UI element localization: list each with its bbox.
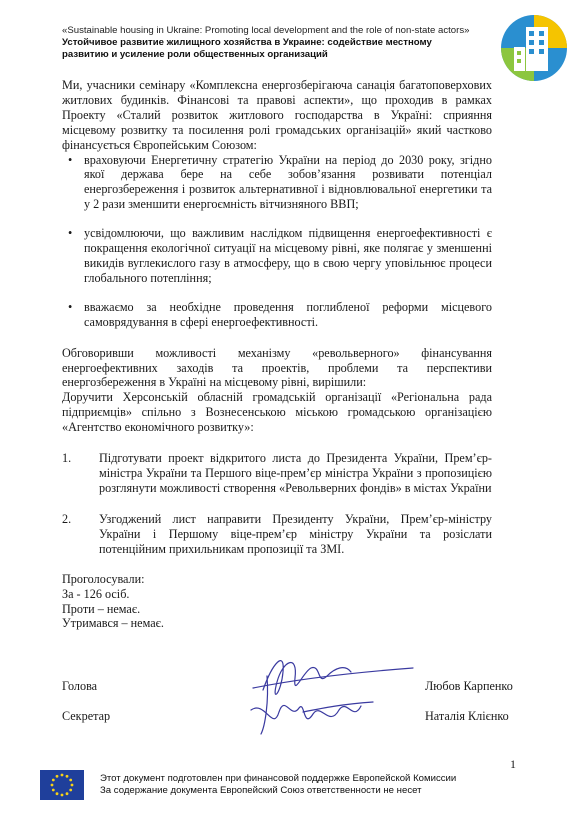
item-text: Узгоджений лист направити Президенту України, Прем’єр-міністру України і Першому віце-прем’єр міністру України та розіслати потенційним прихильникам пропозиції та ЗМІ. — [99, 511, 492, 556]
bullet-item — [62, 300, 492, 330]
eu-flag-icon — [40, 770, 84, 800]
bullet-icon: • — [68, 299, 73, 314]
item-number: 2. — [62, 511, 72, 526]
bullet-text: враховуючи Енергетичну стратегію України на період до 2030 року, згідно якої держава бере на себе зобов’язання розвивати потенціал енергозбереження і розвиток альтернативної і відновлювальної енергетики та у 2 рази зменшити енергоємність вітчизняного ВВП; — [84, 152, 492, 212]
chair-label: Голова — [62, 679, 98, 693]
header-russian-line-2: развитию и усиление роли общественных организаций — [62, 49, 328, 60]
header-russian-line-1: Устойчивое развитие жилищного хозяйства в Украине: содействие местному — [62, 37, 432, 48]
chair-name: Любов Карпенко — [425, 679, 513, 693]
header-english: «Sustainable housing in Ukraine: Promoting local development and the role of non-state actors» — [62, 25, 470, 36]
footer-text — [100, 773, 456, 798]
eu-footer — [40, 760, 560, 810]
bullet-item — [62, 226, 492, 286]
secretary-label: Секретар — [62, 709, 111, 723]
item-text: Підготувати проект відкритого листа до Президента України, Прем’єр-міністра України та Першого віце-прем’єр міністра України з пропозицією розглянути можливості створення «Револьверних фондів» в містах України — [99, 451, 492, 495]
item-number: 1. — [62, 451, 72, 466]
bullet-icon: • — [68, 226, 73, 241]
numbered-item — [62, 451, 492, 496]
bullet-item — [62, 153, 492, 213]
bullet-icon: • — [68, 152, 73, 167]
votes-for: За - 126 осіб. — [62, 587, 130, 602]
project-logo-icon — [499, 13, 569, 83]
votes-block — [62, 572, 492, 630]
footer-line-2: За содержание документа Европейский Союз ответственности не несет — [100, 785, 422, 797]
document-header — [62, 25, 502, 61]
document-body — [62, 78, 492, 631]
bullet-text: усвідомлюючи, що важливим наслідком підвищення енергоефективності є покращення екологічної ситуації на місцевому рівні, яке полягає у зменшенні викидів вуглекислого газу в атмосферу, що в свою чергу уповільнює процеси глобального потепління; — [84, 226, 492, 285]
votes-abstain: Утримався – немає. — [62, 616, 164, 631]
handwritten-signature — [243, 642, 418, 737]
secretary-name: Наталія Клієнко — [425, 709, 509, 723]
discussion-paragraph: Обговоривши можливості механізму «револьверного» фінансування енергоефективних заходів та проектів, проблеми та перспективи енергозбереження в Україні на місцевому рівні, вирішили: — [62, 345, 492, 390]
votes-title: Проголосували: — [62, 572, 145, 587]
assignment-paragraph: Доручити Херсонській обласній громадській організації «Регіональна рада підприємців» спільно з Вознесенською міською громадською організацією «Агентство економічного розвитку»: — [62, 390, 492, 435]
bullet-text: вважаємо за необхідне проведення поглибленої реформи місцевого самоврядування в сфері енергоефективності. — [84, 299, 492, 329]
intro-paragraph: Ми, учасники семінару «Комплексна енергозберігаюча санація багатоповерхових житлових будинків. Фінансові та правові аспекти», що проходив в рамках Проекту «Сталий розвиток житлового господарства в Україні: сприяння місцевому розвитку та посилення ролі громадських організацій» який частково фінансується Європейським Союзом: — [62, 78, 492, 152]
page-number: 1 — [510, 757, 516, 771]
footer-line-1: Этот документ подготовлен при финансовой поддержке Европейской Комиссии — [100, 773, 457, 784]
numbered-item — [62, 512, 492, 557]
votes-against: Проти – немає. — [62, 601, 141, 616]
